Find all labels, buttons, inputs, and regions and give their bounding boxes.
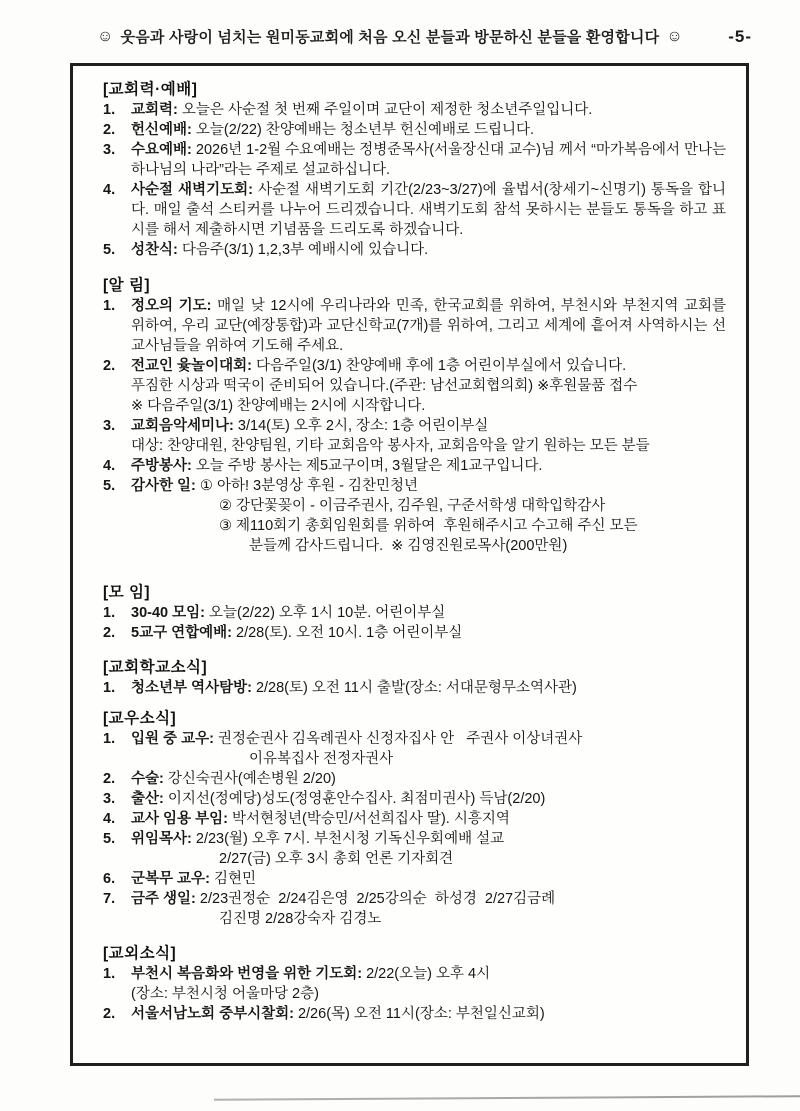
item-label: 사순절 새벽기도회: <box>131 182 253 198</box>
item-continuation-line: ※ 다음주일(3/1) 찬양예배는 2시에 시작합니다. <box>131 398 426 414</box>
item-number: 2. <box>103 122 116 138</box>
item-first-line <box>103 240 726 260</box>
item-label: 교회음악세미나: <box>131 418 234 434</box>
bulletin-section <box>103 583 726 643</box>
item-text: 오늘 주방 봉사는 제5교구이며, 3월달은 제1교구입니다. <box>195 458 543 474</box>
list-item <box>103 296 726 356</box>
list-item <box>103 789 726 809</box>
item-text: 권정순권사 김옥례권사 신정자집사 안 주권사 이상녀권사 <box>217 731 583 747</box>
item-number: 3. <box>103 791 116 807</box>
item-continuation-line: 대상: 찬양대원, 찬양팀원, 기타 교회음악 봉사자, 교회음악을 알기 원하는 모든 분들 <box>131 438 650 454</box>
item-text: 오늘(2/22) 오후 1시 10분. 어린이부실 <box>209 605 446 621</box>
item-continuation-line: 이유복집사 전정자권사 <box>249 751 394 767</box>
section-title: [교우소식] <box>103 710 177 727</box>
item-number: 3. <box>103 418 116 434</box>
item-number: 5. <box>103 242 116 258</box>
list-item <box>103 729 726 769</box>
item-text: 다음주(3/1) 1,2,3부 예배시에 있습니다. <box>181 242 429 258</box>
item-number: 7. <box>103 891 116 907</box>
section-title: [교회력·예배] <box>103 81 198 98</box>
item-label: 출산: <box>131 791 164 807</box>
item-number: 1. <box>103 605 116 621</box>
list-item <box>103 678 726 698</box>
welcome-text: 웃음과 사랑이 넘치는 원미동교회에 처음 오신 분들과 방문하신 분들을 환영합니다 <box>120 29 660 46</box>
item-number: 4. <box>103 458 116 474</box>
item-text: 2/28(토). 오전 10시. 1층 어린이부실 <box>236 625 463 641</box>
section-title: [교회학교소식] <box>103 659 208 676</box>
item-text: 2/23(월) 오후 7시. 부천시청 기독신우회예배 설교 <box>195 831 505 847</box>
item-label: 청소년부 역사탐방: <box>131 680 252 696</box>
section-items <box>103 729 726 929</box>
list-item <box>103 829 726 869</box>
item-number: 5. <box>103 478 116 494</box>
list-item <box>103 140 726 180</box>
section-title: [교외소식] <box>103 945 177 962</box>
item-first-line <box>103 769 726 789</box>
item-text: 강신숙권사(예손병원 2/20) <box>167 771 336 787</box>
item-number: 3. <box>103 142 116 158</box>
item-label: 교사 임용 부임: <box>131 811 228 827</box>
list-item <box>103 623 726 643</box>
item-label: 수술: <box>131 771 164 787</box>
list-item <box>103 809 726 829</box>
list-item <box>103 889 726 929</box>
item-continuation-line: ③ 제110회기 총회임원회를 위하여 후원해주시고 수고해 주신 모든 <box>219 518 638 534</box>
item-number: 2. <box>103 771 116 787</box>
item-text: 오늘(2/22) 찬양예배는 청소년부 헌신예배로 드립니다. <box>195 122 535 138</box>
item-first-line <box>103 678 726 698</box>
item-first-line <box>103 809 726 829</box>
item-first-line <box>103 140 726 180</box>
list-item <box>103 356 726 416</box>
section-title: [알 림] <box>103 277 151 294</box>
item-first-line <box>103 889 726 909</box>
item-label: 서울서남노회 중부시찰회: <box>131 1006 294 1022</box>
section-items <box>103 603 726 643</box>
item-label: 군복무 교우: <box>131 871 210 887</box>
list-item <box>103 120 726 140</box>
item-first-line <box>103 296 726 356</box>
item-text: 3/14(토) 오후 2시, 장소: 1층 어린이부실 <box>237 418 489 434</box>
list-item <box>103 100 726 120</box>
item-first-line <box>103 180 726 240</box>
section-title: [모 임] <box>103 584 151 601</box>
bulletin-section <box>103 276 726 556</box>
item-text: ① 아하! 3분영상 후원 - 김찬민청년 <box>199 478 419 494</box>
item-number: 1. <box>103 102 116 118</box>
bulletin-section <box>103 658 726 698</box>
item-number: 1. <box>103 680 116 696</box>
item-label: 정오의 기도: <box>131 298 212 314</box>
item-number: 2. <box>103 625 116 641</box>
item-text: 사순절 새벽기도회 기간(2/23~3/27)에 율법서(창세기~신명기) 통독을 합니다. 매일 출석 스티커를 나누어 드리겠습니다. 새벽기도회 참석 못하시는 분들도 통독을 하고 표시를 해서 제출하시면 기념품을 드리도록 하겠습니다. <box>131 182 726 238</box>
bulletin-section <box>103 944 726 1024</box>
item-first-line <box>103 729 726 749</box>
item-text: 이지선(정예당)성도(정영훈안수집사. 최점미권사) 득남(2/20) <box>167 791 546 807</box>
item-number: 1. <box>103 731 116 747</box>
bulletin-section <box>103 709 726 929</box>
item-label: 위임목사: <box>131 831 192 847</box>
item-first-line <box>103 869 726 889</box>
item-text: 2/26(목) 오전 11시(장소: 부천일신교회) <box>297 1006 545 1022</box>
item-continuation-line: 김진명 2/28강숙자 김경노 <box>219 911 382 927</box>
section-items <box>103 296 726 556</box>
item-label: 5교구 연합예배: <box>131 625 232 641</box>
page-number: -5- <box>728 26 752 46</box>
item-continuation-line: 푸짐한 시상과 떡국이 준비되어 있습니다.(주관: 남선교회협의회) ※후원물품 접수 <box>131 378 638 394</box>
list-item <box>103 416 726 456</box>
item-text: 매일 낮 12시에 우리나라와 민족, 한국교회를 위하여, 부천시와 부천지역 교회를 위하여, 우리 교단(예장통합)과 교단신학교(7개)를 위하여, 그리고 세계에 흩어져 사역하시는 선교사님들을 위하여 기도해 주세요. <box>131 298 726 354</box>
list-item <box>103 869 726 889</box>
bulletin-section <box>103 80 726 260</box>
section-items <box>103 964 726 1024</box>
item-label: 교회력: <box>131 102 178 118</box>
section-items <box>103 678 726 698</box>
item-first-line <box>103 603 726 623</box>
item-label: 주방봉사: <box>131 458 192 474</box>
smiley-right-icon: ☺ <box>666 27 683 45</box>
list-item <box>103 1004 726 1024</box>
item-label: 수요예배: <box>131 142 192 158</box>
bulletin-content-box <box>70 63 749 1066</box>
item-label: 금주 생일: <box>131 891 196 907</box>
list-item <box>103 180 726 240</box>
item-label: 입원 중 교우: <box>131 731 214 747</box>
item-number: 5. <box>103 831 116 847</box>
item-first-line <box>103 1004 726 1024</box>
list-item <box>103 964 726 1004</box>
list-item <box>103 769 726 789</box>
list-item <box>103 603 726 623</box>
item-label: 부천시 복음화와 번영을 위한 기도회: <box>131 966 363 982</box>
item-number: 4. <box>103 811 116 827</box>
item-number: 2. <box>103 358 116 374</box>
item-first-line <box>103 356 726 376</box>
item-text: 박서현청년(박승민/서선희집사 딸). 시흥지역 <box>231 811 510 827</box>
item-first-line <box>103 829 726 849</box>
smiley-left-icon: ☺ <box>97 27 114 45</box>
item-label: 성찬식: <box>131 242 178 258</box>
item-label: 전교인 윷놀이대회: <box>131 358 252 374</box>
item-first-line <box>103 100 726 120</box>
item-text: 오늘은 사순절 첫 번째 주일이며 교단이 제정한 청소년주일입니다. <box>181 102 593 118</box>
list-item <box>103 456 726 476</box>
item-first-line <box>103 456 726 476</box>
item-text: 2/22(오늘) 오후 4시 <box>366 966 491 982</box>
item-continuation-line: (장소: 부천시청 어울마당 2층) <box>131 986 319 1002</box>
scan-artifact-line <box>214 1095 800 1101</box>
item-number: 1. <box>103 298 116 314</box>
item-text: 김현민 <box>213 871 256 887</box>
page-header <box>90 26 752 47</box>
item-label: 30-40 모임: <box>131 605 205 621</box>
item-text: 다음주일(3/1) 찬양예배 후에 1층 어린이부실에서 있습니다. <box>255 358 627 374</box>
item-first-line <box>103 623 726 643</box>
item-text: 2/28(토) 오전 11시 출발(장소: 서대문형무소역사관) <box>255 680 577 696</box>
section-items <box>103 100 726 260</box>
list-item <box>103 240 726 260</box>
item-label: 헌신예배: <box>131 122 192 138</box>
item-number: 2. <box>103 1006 116 1022</box>
item-text: 2/23권정순 2/24김은영 2/25강의순 하성경 2/27김금례 <box>199 891 556 907</box>
item-first-line <box>103 120 726 140</box>
item-continuation-line: 분들께 감사드립니다. ※ 김영진원로목사(200만원) <box>249 538 568 554</box>
item-first-line <box>103 789 726 809</box>
item-text: 2026년 1-2월 수요예배는 정병준목사(서울장신대 교수)님 께서 “마가복음에서 만나는 하나님의 나라”라는 주제로 설교하십니다. <box>131 142 727 178</box>
item-continuation-line: 2/27(금) 오후 3시 총회 언론 기자회견 <box>219 851 454 867</box>
item-number: 6. <box>103 871 116 887</box>
item-first-line <box>103 416 726 436</box>
item-first-line <box>103 476 726 496</box>
item-continuation-line: ② 강단꽃꽂이 - 이금주권사, 김주원, 구준서학생 대학입학감사 <box>219 498 606 514</box>
item-first-line <box>103 964 726 984</box>
item-number: 1. <box>103 966 116 982</box>
item-number: 4. <box>103 182 116 198</box>
list-item <box>103 476 726 556</box>
item-label: 감사한 일: <box>131 478 196 494</box>
